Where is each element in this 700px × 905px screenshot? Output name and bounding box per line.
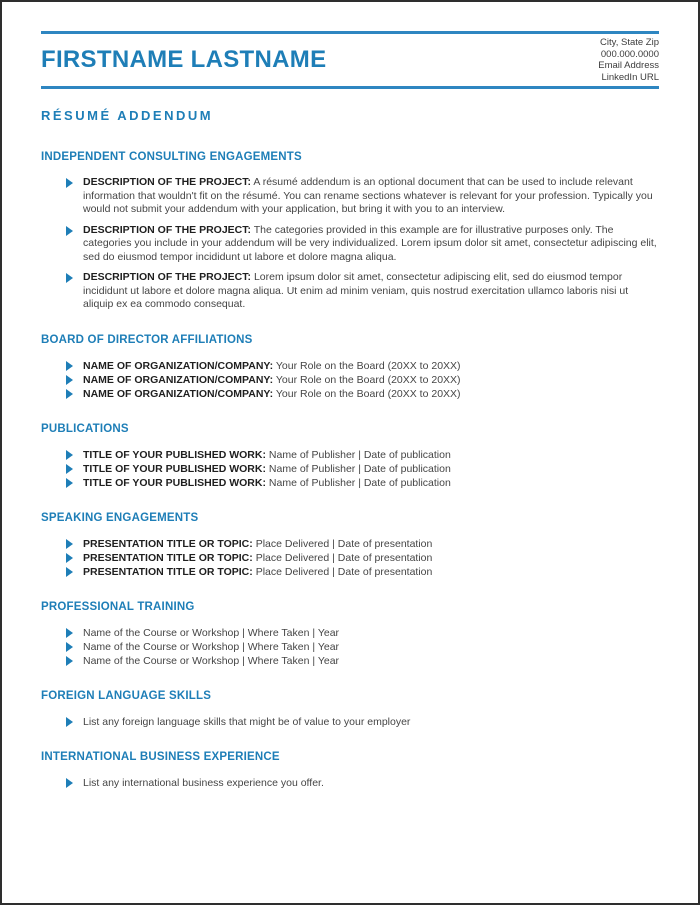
bullet-arrow-icon — [66, 567, 73, 577]
item-label: NAME OF ORGANIZATION/COMPANY: — [83, 387, 274, 400]
item-text — [83, 551, 659, 565]
bullet-arrow-icon — [66, 226, 73, 236]
list-item — [66, 387, 659, 401]
list-item — [66, 359, 659, 373]
list-item — [66, 448, 659, 462]
contact-linkedin: LinkedIn URL — [601, 71, 659, 83]
section-items — [41, 715, 659, 729]
contact-phone: 000.000.0000 — [600, 48, 659, 60]
section-heading: INTERNATIONAL BUSINESS EXPERIENCE — [41, 750, 280, 763]
item-text — [83, 448, 659, 462]
list-item — [66, 224, 659, 265]
item-label: NAME OF ORGANIZATION/COMPANY: — [83, 359, 274, 372]
list-item — [66, 462, 659, 476]
list-item — [66, 537, 659, 551]
item-body: Place Delivered | Date of presentation — [255, 565, 433, 578]
item-body: The categories provided in this example are for illustrative purposes only. The categories you include in your addendum will be very individualized. Lorem ipsum dolor sit amet, consectetur adipiscing elit, sed do eiusmod tempor incididunt ut labore et dolore magna aliqua. — [83, 223, 657, 263]
bullet-arrow-icon — [66, 464, 73, 474]
item-body: Name of the Course or Workshop | Where Taken | Year — [83, 640, 340, 653]
list-item — [66, 373, 659, 387]
item-label: PRESENTATION TITLE OR TOPIC: — [83, 551, 253, 564]
item-text — [83, 359, 659, 373]
item-label: NAME OF ORGANIZATION/COMPANY: — [83, 373, 274, 386]
section-items — [41, 359, 659, 401]
list-item — [66, 654, 659, 668]
person-name: FIRSTNAME LASTNAME — [41, 46, 327, 73]
item-body: Name of the Course or Workshop | Where Taken | Year — [83, 654, 340, 667]
resume-section — [41, 751, 659, 790]
item-label: DESCRIPTION OF THE PROJECT: — [83, 176, 252, 188]
list-item — [66, 271, 659, 312]
document-title: RÉSUMÉ ADDENDUM — [41, 108, 214, 123]
item-body: List any international business experience you offer. — [83, 776, 324, 789]
bullet-arrow-icon — [66, 273, 73, 283]
section-heading: INDEPENDENT CONSULTING ENGAGEMENTS — [41, 151, 302, 163]
bullet-arrow-icon — [66, 178, 73, 188]
item-text — [83, 654, 659, 668]
section-heading: BOARD OF DIRECTOR AFFILIATIONS — [41, 333, 253, 346]
section-items — [41, 448, 659, 490]
bullet-arrow-icon — [66, 389, 73, 399]
item-label: DESCRIPTION OF THE PROJECT: — [83, 271, 252, 283]
item-text — [83, 565, 659, 579]
bullet-arrow-icon — [66, 717, 73, 727]
list-item — [66, 715, 659, 729]
item-body: A résumé addendum is an optional document that can be used to include relevant information that wouldn't fit on the résumé. You can rename sections whatever is relevant for your profession. Typically you would not submit your addendum with your application, but bring it with you to an interview. — [83, 176, 653, 215]
list-item — [66, 551, 659, 565]
item-label: PRESENTATION TITLE OR TOPIC: — [83, 537, 253, 550]
item-body: Your Role on the Board (20XX to 20XX) — [275, 373, 461, 386]
item-body: Your Role on the Board (20XX to 20XX) — [275, 359, 461, 372]
item-text — [83, 271, 659, 312]
item-body: Your Role on the Board (20XX to 20XX) — [275, 387, 461, 400]
resume-section — [41, 334, 659, 401]
item-body: Name of Publisher | Date of publication — [268, 462, 451, 475]
resume-section — [41, 423, 659, 490]
resume-section — [41, 690, 659, 729]
item-body: Name of Publisher | Date of publication — [268, 476, 451, 489]
item-body: Name of the Course or Workshop | Where Taken | Year — [83, 626, 340, 639]
item-text — [83, 776, 659, 790]
item-body: Lorem ipsum dolor sit amet, consectetur adipiscing elit, sed do eiusmod tempor incididunt ut labore et dolore magna aliqua. Ut enim ad minim veniam, quis nostrud exercitation ullamco laboris nisi ut aliquip ex ea commodo consequat. — [83, 271, 629, 310]
section-heading: PROFESSIONAL TRAINING — [41, 600, 195, 613]
bullet-arrow-icon — [66, 628, 73, 638]
item-text — [83, 715, 659, 729]
item-body: List any foreign language skills that might be of value to your employer — [83, 715, 411, 728]
bullet-arrow-icon — [66, 539, 73, 549]
item-body: Name of Publisher | Date of publication — [268, 448, 451, 461]
list-item — [66, 565, 659, 579]
section-heading: PUBLICATIONS — [41, 422, 129, 435]
resume-section — [41, 601, 659, 668]
item-body: Place Delivered | Date of presentation — [255, 551, 433, 564]
list-item — [66, 626, 659, 640]
bullet-arrow-icon — [66, 778, 73, 788]
item-text — [83, 640, 659, 654]
list-item — [66, 640, 659, 654]
bullet-arrow-icon — [66, 656, 73, 666]
item-text — [83, 373, 659, 387]
contact-block — [598, 37, 659, 83]
header-bottom-rule — [41, 86, 659, 89]
section-heading: FOREIGN LANGUAGE SKILLS — [41, 689, 212, 702]
item-label: TITLE OF YOUR PUBLISHED WORK: — [83, 476, 266, 489]
list-item — [66, 476, 659, 490]
bullet-arrow-icon — [66, 642, 73, 652]
item-label: PRESENTATION TITLE OR TOPIC: — [83, 565, 253, 578]
item-text — [83, 176, 659, 217]
item-body: Place Delivered | Date of presentation — [255, 537, 433, 550]
item-text — [83, 537, 659, 551]
bullet-arrow-icon — [66, 478, 73, 488]
item-text — [83, 387, 659, 401]
sections-container — [41, 151, 659, 790]
section-items — [41, 176, 659, 312]
list-item — [66, 776, 659, 790]
item-text — [83, 476, 659, 490]
list-item — [66, 176, 659, 217]
item-label: TITLE OF YOUR PUBLISHED WORK: — [83, 462, 266, 475]
item-text — [83, 626, 659, 640]
page-header — [41, 34, 659, 86]
bullet-arrow-icon — [66, 361, 73, 371]
resume-section — [41, 512, 659, 579]
contact-city-state-zip: City, State Zip — [600, 37, 659, 48]
resume-section — [41, 151, 659, 312]
item-text — [83, 462, 659, 476]
contact-email: Email Address — [598, 60, 659, 71]
section-items — [41, 776, 659, 790]
section-heading: SPEAKING ENGAGEMENTS — [41, 511, 199, 524]
section-items — [41, 626, 659, 668]
bullet-arrow-icon — [66, 450, 73, 460]
item-label: TITLE OF YOUR PUBLISHED WORK: — [83, 448, 266, 461]
bullet-arrow-icon — [66, 375, 73, 385]
bullet-arrow-icon — [66, 553, 73, 563]
item-text — [83, 224, 659, 265]
item-label: DESCRIPTION OF THE PROJECT: — [83, 223, 252, 236]
section-items — [41, 537, 659, 579]
